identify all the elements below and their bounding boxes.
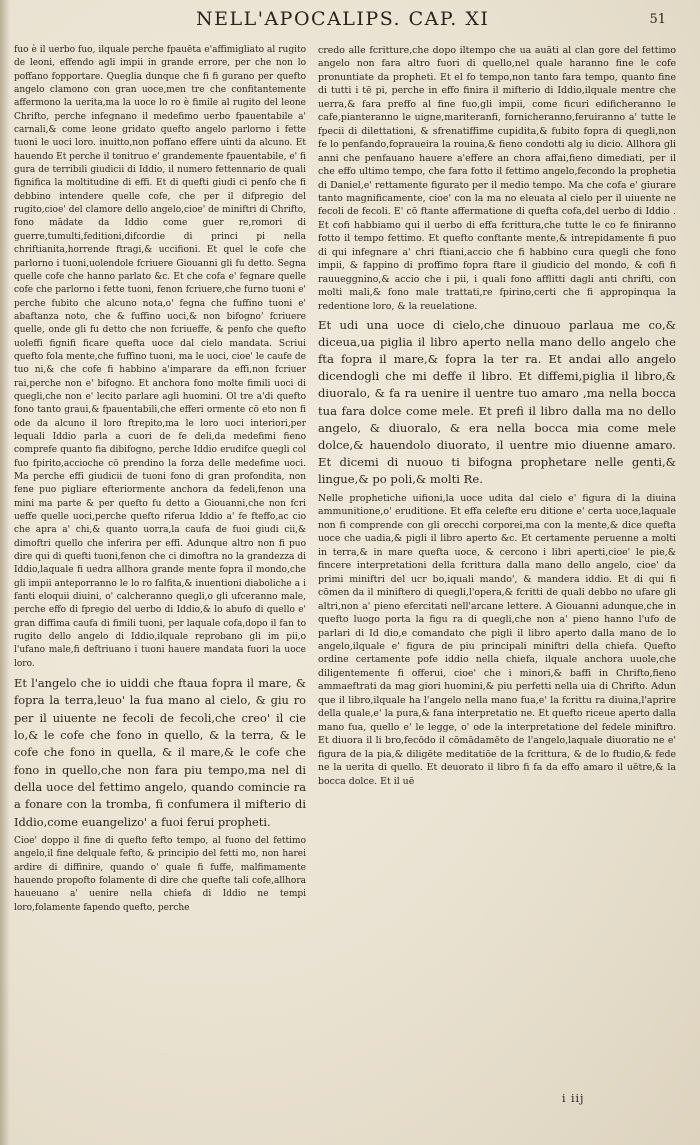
right-column xyxy=(318,44,676,1104)
commentary-paragraph: credo alle fcritture,che dopo iltempo che ua auāti al clan gore del fettimo angelo non fara altro fuori di quello,nel quale haranno fine le cofe pronuntiate da propheti. Et el fo tempo,non tanto fara tempo, quanto fine di tutti i tē pi, perche in effo finira il mifterio di Iddio,ilquale mentre che uerra,& fara preffo al fine fuo,gli impii, come ficuri edificheranno le cafe,pianteranno le uigne,mariteranfi, fornicheranno,feruiranno a' tutte le fpecii di dilettationi, & sfrenatiffime cupidita,& fubito fopra di quegli,non fe lo penfando,fopraueira la rouina,& fieno condotti alg iu dicio. Allhora gli anni che penfauano hauere a'effere an chora affai,fieno dimediati, per il che effo ultimo tempo, che fara fotto il fettimo angelo,fecondo la prophetia di Daniel,e' rettamente figurato per il medio tempo. Ma che cofa e' giurare tanto magnificamente, cioe' con la ma no eleuata al cielo per il uiuente ne fecoli de fecoli. E' cō ftante affermatione di quefta cofa,del uerbo di Iddio . Et cofi habbiamo qui il uerbo di effa fcrittura,che tutte le co fe finiranno fotto il tempo fettimo. Et quefto conftante mente,& intrepidamente fi puo di qui infegnare a' chri ftiani,accio che fi habbino cura quegli che fono impii, & fappino di proffimo fopra ftare il giudicio del mondo, & cofi fi rauueggnino,& accio che i pii, i quali fono afflitti dagli anti chrifti, con molti mali,& fono male trattati,re fpirino,certi che fi appropinqua la redentione loro, & la reuelatione. xyxy=(318,45,676,312)
commentary-paragraph: Nelle prophetiche uifioni,la uoce udita dal cielo e' figura di la diuina ammunitione,o' eruditione. Et effa celefte eru ditione e' certa uoce,laquale non fi comprende con gli orecchi corporei,ma con la mente,& dice quefta uoce che uadia,& pigli il libro aperto &c. Et certamente peruenne a molti in terra,& in mare quefta uoce, & cercono i libri aperti,cioe' le pie,& fincere interpretationi della fcrittura dalla mano dello angelo, cioe' da primi miniftri del ucr bo,iquali mando', & mandera iddio. Et di qui fi cōmen da il miniftero di quegli,l'opera,& fcritti de quali debbo no ufare gli altri,non a' pieno efercitati nell'arcane lettere. A Giouanni adunque,che in quefto luogo porta la figu ra di quegli,che non a' pieno hanno l'ufo de parlari di Id dio,e comandato che pigli il libro aperto dalla mano de lo angelo,ilquale e' figura de piu principali miniftri della chiefa. Quefto ordine certamente pofe iddio nella chiefa, ilquale anchora uuole,che diligentemente fi offerui, cioe' che i minori,& baffi in Chrifto,fieno ammaeftrati da mag giori huomini,& piu perfetti nella uia di Chrifto. Adun que il libro,ilquale ha l'angelo nella mano fua,e' la fcrittu ra diuina,l'aprire della quale,e' la pura,& fana interpretatio ne. Et quefto riceue aperto dalla mano fua, quello e' le legge, o' ode la interpretatione del fedele miniftro. Et diuora il li bro,fecōdo il cōmādamēto de l'angelo,laquale diuoratio ne e' figura de la pia,& diligēte meditatiōe de la fcrittura, & de lo ftudio,& fede ne la uerita di quello. Et deuorato il libro fi fa da effo amaro il uētre,& la bocca dolce. Et il uē xyxy=(318,493,676,787)
running-title: NELL'APOCALIPS. CAP. XI xyxy=(196,8,490,30)
scripture-verse-paragraph: Et l'angelo che io uiddi che ftaua fopra il mare, & fopra la terra,leuo' la fua mano al cielo, & giu ro per il uiuente ne fecoli de fecoli,che creo' il cie lo,& le cofe che fono in quello, & la terra, & le cofe che fono in quella, & il mare,& le cofe che fono in quello,che non fara piu tempo,ma nel di della uoce del fettimo angelo, quando comincie ra a fonare con la tromba, fi confumera il mifterio di Iddio,come euangelizo' a fuoi ferui propheti. xyxy=(14,676,306,829)
page-gutter-shadow xyxy=(0,0,10,1145)
commentary-paragraph: Cioe' doppo il fine di quefto fefto tempo, al fuono del fettimo angelo,il fine delquale fefto, & principio del fetti mo, non harei ardire di diffinire, quando o' quale fi fuffe, malfimamente hauendo propofto folamente di dire che quefte tali cofe,allhora haueuano a' uenire nella chiefa di Iddio ne tempi loro,folamente fapendo quefto, perche xyxy=(14,835,306,913)
page-number: 51 xyxy=(649,12,666,27)
commentary-paragraph: fuo è il uerbo fuo, ilquale perche fpauēta e'affimigliato al rugito de leoni, effendo agli impii in grande errore, per che non lo poffano fopportare. Queglia dunque che fi fi gurano per quefto angelo clamono con gran uoce,men tre che confitantemente affermono la uerita,ma la uoce lo ro è fimile al rugito del leone Chrifto, perche infegnano il medefimo uerbo fpauentabile a' carnali,& come leone gridato quefto angelo parlorno i fette tuoni le uoci loro. inuitto,non poffano effere uinti da alcuno. Et hauendo Et perche il tonitruo e' grandemente fpauentabile, e' fi gura de terribili giudicii di Iddio, il numero fettennario de quali fignifica la moltitudine di effi. Et di quefti giudi ci penfo che fi debbino intendere quelle cofe, che per il difpregio del rugito,cioe' del clamore dello angelo,cioe' de miniftri di Chrifto, fono mādate da Iddio come guer re,romori di guerre,tumulti,feditioni,difcordie di princi pi nella chriftianita,horrende ftragi,& uccifioni. Et quel le cofe che parlorno i tuoni,uolendole fcriuere Giouanni gli fu detto. Segna quelle cofe che hanno parlato &c. Et che cofa e' fegnare quelle cofe che parlorno i fette tuoni, fenon fcriuere,che furno tuoni e' perche fubito che alcuno nota,o' fegna che fuffino tuoni e' abaftanza noto, che & fuffino uoci,& non bifogno' fcriuere quelle, onde gli fu detto che non fcriueffe, & penfo che quefto uoleffi fignifi ficare quefta uoce dal cielo mandata. Scriui quefto fola mente,che fuffino tuoni, ma le uoci, cioe' le caufe de tuo ni,& che cofe fi habbino a'imparare da effi,non fcriuer rai,perche non e' bifogno. Et anchora fono molte fimili uoci di quegli,che non e' lecito parlare agli huomini. Ol tre a'di quefto fono tanto graui,& fpauentabili,che efferi ormente cō eto non fi ode da alcuno il loro ftrepito,ma le loro uoci interiori,per lequali Iddio parla a cuori de fe deli,da medefimi fieno comprefe quanto fia dibifogno, perche Iddio erudifce quegli col fuo fpirito,accioche cō prendino la forza delle medefime uoci. Ma perche effi giudicii de tuoni fono di gran profondita, non fene puo pigliare efteriormente anchora da fedeli,fenon una mini ma parte & per quefto fu detto a Giouanni,che non fcri ueffe quelle uoci,perche quefto riferua Iddio a' fe fteffo,ac cio che apra a' chi,& quanto uorra,la caufa de fuoi giudi cii,& dimoftri quello che inferira per effi. Adunque altro non fi puo dire qui di quefti tuoni,fenon che ci dimoftra no la grandezza di Iddio,laquale fi uedra allhora grande mente fopra il mondo,che gli impii anteporranno le lo ro falfita,& inuentioni diaboliche a i fanti eloquii diuini, o' calcheranno quegli,o gli ufceranno male, perche effo di fpregio del uerbo di Iddio,& lo abufo di quello e' gran diffima caufa di fimili tuoni, per laquale cofa,dopo il fan to rugito dello angelo di Iddio,ilquale reprobano gli im pii,o l'ufano male,fi deftriuano i tuoni hauere mandata fuori la uoce loro. xyxy=(14,45,306,669)
left-column xyxy=(14,44,306,1104)
page-header xyxy=(196,6,676,36)
scripture-verse-paragraph: Et udi una uoce di cielo,che dinuouo parlaua me co,& diceua,ua piglia il libro aperto nella mano dello angelo che fta fopra il mare,& fopra la ter ra. Et andai allo angelo dicendogli che mi deffe il libro. Et diffemi,piglia il libro,& diuoralo, & fa ra uenire il uentre tuo amaro ,ma nella bocca tua fara dolce come mele. Et prefi il libro dalla ma no dello angelo, & diuoralo, & era nella bocca mia come mele dolce,& hauendolo diuorato, il uentre mio diuenne amaro. Et dicemi di nuouo ti bifogna prophetare nelle genti,& lingue,& po poli,& molti Re. xyxy=(318,318,676,486)
signature-mark: i iij xyxy=(562,1092,585,1105)
